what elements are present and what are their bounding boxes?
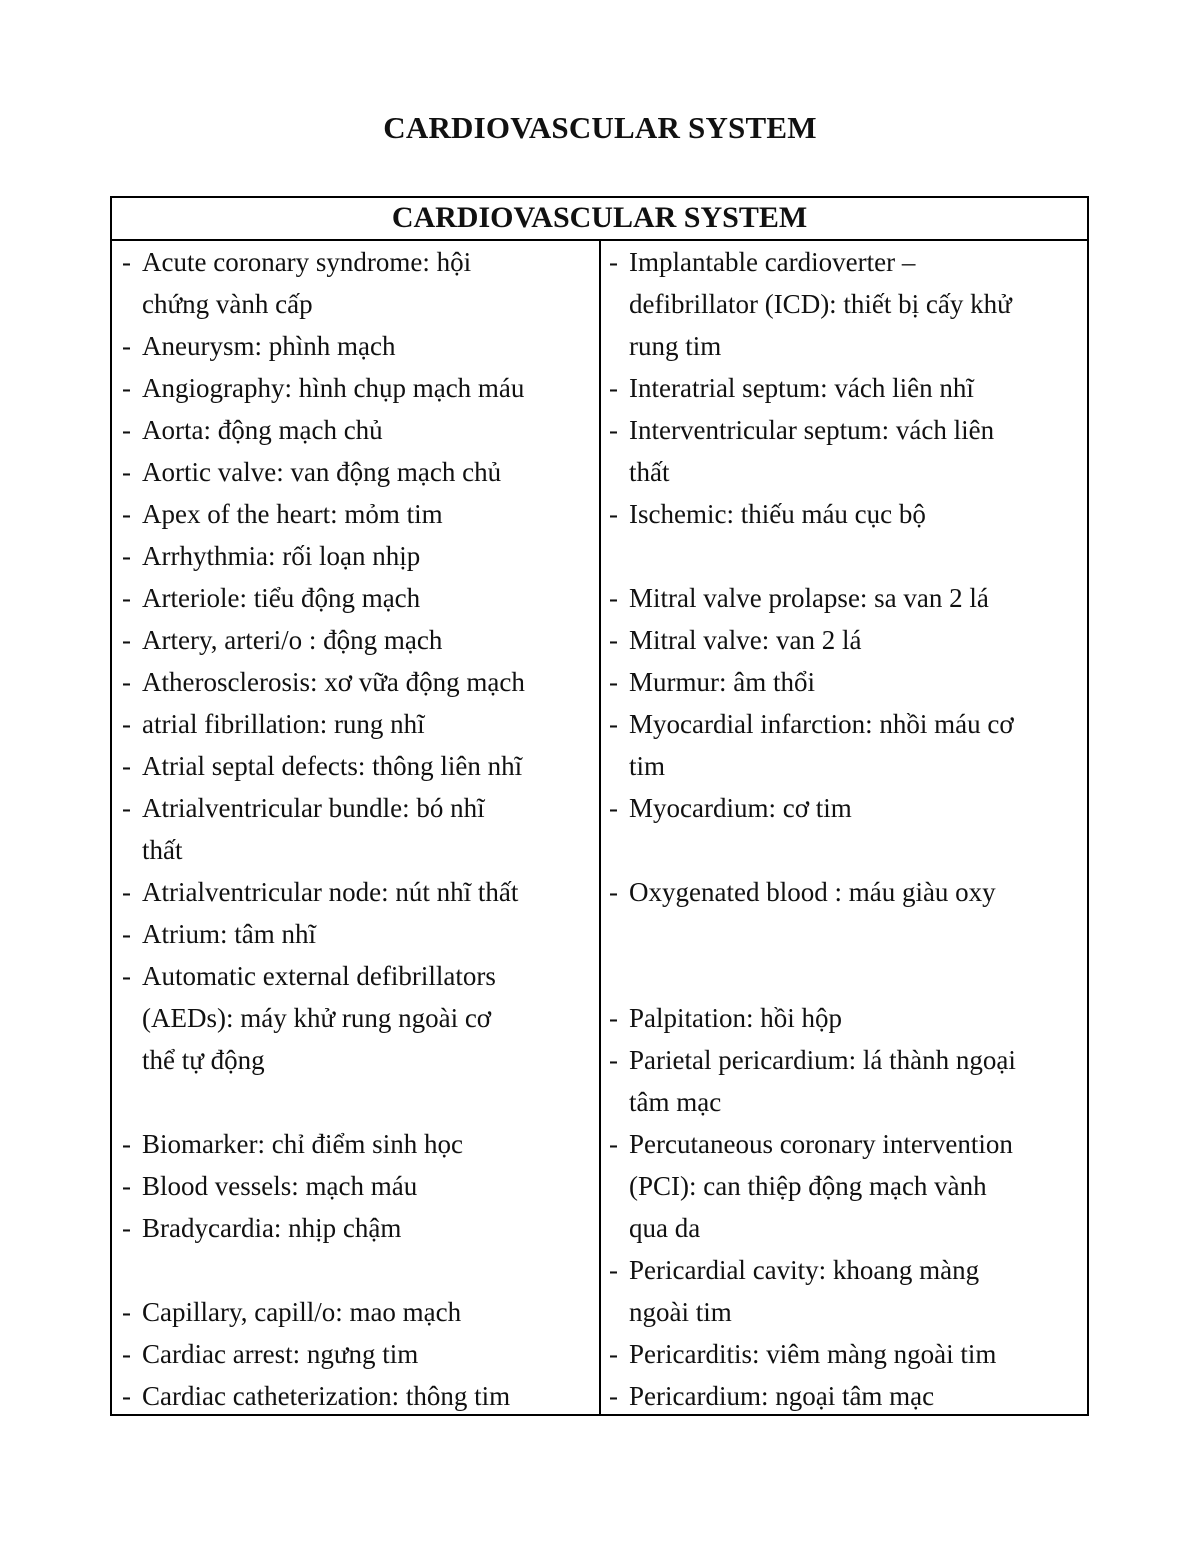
- glossary-table: [110, 196, 1089, 1416]
- blank-spacer: [609, 829, 1089, 871]
- bullet-dash: -: [609, 709, 618, 739]
- bullet-dash: -: [122, 1171, 131, 1201]
- entry-line: Pericarditis: viêm màng ngoài tim: [629, 1339, 997, 1369]
- bullet-dash: -: [609, 1045, 618, 1075]
- entry-text: [629, 409, 1089, 493]
- entry-text: [142, 913, 599, 955]
- entry-line: Percutaneous coronary intervention: [629, 1129, 1013, 1159]
- glossary-entry: [122, 241, 599, 325]
- bullet-dash: -: [122, 541, 131, 571]
- glossary-entry: [609, 619, 1089, 661]
- entry-line: Blood vessels: mạch máu: [142, 1171, 418, 1201]
- entry-text: [142, 871, 599, 913]
- entry-text: [142, 409, 599, 451]
- entry-line: Apex of the heart: mỏm tim: [142, 499, 443, 529]
- bullet-dash: -: [609, 1339, 618, 1369]
- entry-text: [142, 1333, 599, 1375]
- entry-line: thất: [142, 835, 183, 865]
- bullet-dash: -: [122, 919, 131, 949]
- bullet-dash: -: [122, 457, 131, 487]
- glossary-entry: [609, 1375, 1089, 1417]
- entry-text: [629, 577, 1089, 619]
- entry-line: tâm mạc: [629, 1087, 722, 1117]
- entry-line: Atrium: tâm nhĩ: [142, 919, 316, 949]
- entry-line: atrial fibrillation: rung nhĩ: [142, 709, 425, 739]
- entry-text: [629, 661, 1089, 703]
- entry-text: [629, 1039, 1089, 1123]
- entry-text: [629, 1375, 1089, 1417]
- entry-line: Biomarker: chỉ điểm sinh học: [142, 1129, 463, 1159]
- entry-line: Bradycardia: nhịp chậm: [142, 1213, 402, 1243]
- blank-spacer: [122, 1081, 599, 1123]
- entry-line: Myocardial infarction: nhồi máu cơ: [629, 709, 1014, 739]
- entry-line: Aorta: động mạch chủ: [142, 415, 383, 445]
- entry-line: Arrhythmia: rối loạn nhịp: [142, 541, 421, 571]
- glossary-entry: [122, 745, 599, 787]
- bullet-dash: -: [609, 1255, 618, 1285]
- entry-text: [142, 955, 599, 1081]
- entry-text: [142, 619, 599, 661]
- bullet-dash: -: [609, 793, 618, 823]
- entry-line: Palpitation: hồi hộp: [629, 1003, 842, 1033]
- table-header: CARDIOVASCULAR SYSTEM: [112, 198, 1087, 241]
- glossary-entry: [609, 787, 1089, 829]
- entry-line: (PCI): can thiệp động mạch vành: [629, 1171, 987, 1201]
- entry-text: [629, 619, 1089, 661]
- glossary-entry: [122, 955, 599, 1081]
- entry-line: Atrial septal defects: thông liên nhĩ: [142, 751, 523, 781]
- blank-spacer: [122, 1249, 599, 1291]
- glossary-entry: [122, 871, 599, 913]
- glossary-entry: [609, 241, 1089, 367]
- left-column: [112, 241, 599, 1417]
- bullet-dash: -: [122, 499, 131, 529]
- glossary-entry: [122, 409, 599, 451]
- glossary-entry: [609, 409, 1089, 493]
- entry-line: Mitral valve prolapse: sa van 2 lá: [629, 583, 989, 613]
- bullet-dash: -: [609, 499, 618, 529]
- entry-line: rung tim: [629, 331, 722, 361]
- bullet-dash: -: [609, 1381, 618, 1411]
- entry-text: [142, 1375, 599, 1417]
- glossary-entry: [122, 703, 599, 745]
- entry-line: Acute coronary syndrome: hội: [142, 247, 472, 277]
- entry-line: thất: [629, 457, 670, 487]
- entry-text: [142, 367, 599, 409]
- entry-text: [629, 367, 1089, 409]
- bullet-dash: -: [122, 793, 131, 823]
- entry-line: Arteriole: tiểu động mạch: [142, 583, 421, 613]
- bullet-dash: -: [122, 667, 131, 697]
- glossary-entry: [609, 997, 1089, 1039]
- bullet-dash: -: [609, 1129, 618, 1159]
- entry-line: Interatrial septum: vách liên nhĩ: [629, 373, 974, 403]
- entry-line: Atrialventricular node: nút nhĩ thất: [142, 877, 519, 907]
- entry-line: Myocardium: cơ tim: [629, 793, 852, 823]
- entry-line: Artery, arteri/o : động mạch: [142, 625, 443, 655]
- glossary-entry: [122, 619, 599, 661]
- blank-spacer: [609, 535, 1089, 577]
- entry-text: [142, 241, 599, 325]
- entry-text: [142, 451, 599, 493]
- entry-line: Atrialventricular bundle: bó nhĩ: [142, 793, 485, 823]
- entry-text: [629, 1333, 1089, 1375]
- bullet-dash: -: [609, 247, 618, 277]
- entry-text: [629, 241, 1089, 367]
- page-title: CARDIOVASCULAR SYSTEM: [383, 110, 817, 145]
- entry-line: Cardiac catheterization: thông tim: [142, 1381, 511, 1411]
- entry-line: Automatic external defibrillators: [142, 961, 496, 991]
- glossary-entry: [609, 871, 1089, 913]
- glossary-entry: [122, 1207, 599, 1249]
- glossary-entry: [122, 1123, 599, 1165]
- bullet-dash: -: [609, 373, 618, 403]
- entry-line: (AEDs): máy khử rung ngoài cơ: [142, 1003, 492, 1033]
- bullet-dash: -: [609, 415, 618, 445]
- bullet-dash: -: [609, 583, 618, 613]
- entry-line: defibrillator (ICD): thiết bị cấy khử: [629, 289, 1012, 319]
- entry-line: Implantable cardioverter –: [629, 247, 916, 277]
- glossary-entry: [122, 1165, 599, 1207]
- entry-line: Interventricular septum: vách liên: [629, 415, 995, 445]
- entry-text: [142, 1207, 599, 1249]
- bullet-dash: -: [609, 877, 618, 907]
- entry-line: Aneurysm: phình mạch: [142, 331, 396, 361]
- glossary-entry: [609, 1039, 1089, 1123]
- bullet-dash: -: [122, 247, 131, 277]
- bullet-dash: -: [122, 331, 131, 361]
- entry-text: [629, 871, 1089, 913]
- entry-text: [142, 493, 599, 535]
- entry-line: thể tự động: [142, 1045, 265, 1075]
- entry-text: [142, 325, 599, 367]
- glossary-entry: [122, 535, 599, 577]
- entry-text: [142, 745, 599, 787]
- bullet-dash: -: [122, 1339, 131, 1369]
- glossary-entry: [122, 577, 599, 619]
- entry-line: Parietal pericardium: lá thành ngoại: [629, 1045, 1016, 1075]
- glossary-entry: [609, 661, 1089, 703]
- glossary-entry: [122, 661, 599, 703]
- bullet-dash: -: [122, 373, 131, 403]
- entry-text: [142, 661, 599, 703]
- entry-line: Angiography: hình chụp mạch máu: [142, 373, 525, 403]
- entry-text: [629, 703, 1089, 787]
- bullet-dash: -: [122, 1129, 131, 1159]
- bullet-dash: -: [122, 583, 131, 613]
- glossary-entry: [609, 367, 1089, 409]
- entry-line: Atherosclerosis: xơ vữa động mạch: [142, 667, 525, 697]
- entry-line: Oxygenated blood : máu giàu oxy: [629, 877, 996, 907]
- glossary-entry: [609, 493, 1089, 535]
- glossary-entry: [122, 367, 599, 409]
- bullet-dash: -: [122, 709, 131, 739]
- glossary-entry: [609, 577, 1089, 619]
- entry-text: [629, 493, 1089, 535]
- glossary-entry: [122, 787, 599, 871]
- glossary-entry: [122, 913, 599, 955]
- entry-line: Murmur: âm thổi: [629, 667, 815, 697]
- entry-text: [142, 1291, 599, 1333]
- blank-spacer: [609, 913, 1089, 955]
- glossary-entry: [122, 493, 599, 535]
- entry-text: [629, 1123, 1089, 1249]
- entry-line: qua da: [629, 1213, 701, 1243]
- entry-text: [629, 1249, 1089, 1333]
- glossary-entry: [122, 451, 599, 493]
- entry-line: ngoài tim: [629, 1297, 732, 1327]
- bullet-dash: -: [122, 751, 131, 781]
- entry-line: Pericardial cavity: khoang màng: [629, 1255, 980, 1285]
- entry-text: [142, 1165, 599, 1207]
- entry-text: [142, 703, 599, 745]
- entry-text: [142, 787, 599, 871]
- bullet-dash: -: [122, 1213, 131, 1243]
- bullet-dash: -: [609, 625, 618, 655]
- bullet-dash: -: [609, 1003, 618, 1033]
- entry-line: Capillary, capill/o: mao mạch: [142, 1297, 462, 1327]
- bullet-dash: -: [122, 877, 131, 907]
- bullet-dash: -: [122, 1381, 131, 1411]
- glossary-entry: [609, 1123, 1089, 1249]
- entry-line: Mitral valve: van 2 lá: [629, 625, 862, 655]
- entry-text: [142, 1123, 599, 1165]
- entry-line: Pericardium: ngoại tâm mạc: [629, 1381, 935, 1411]
- entry-line: Ischemic: thiếu máu cục bộ: [629, 499, 926, 529]
- entry-line: Cardiac arrest: ngưng tim: [142, 1339, 419, 1369]
- bullet-dash: -: [609, 667, 618, 697]
- entry-text: [629, 997, 1089, 1039]
- entry-text: [629, 787, 1089, 829]
- glossary-entry: [122, 325, 599, 367]
- glossary-entry: [609, 1333, 1089, 1375]
- right-column: [601, 241, 1089, 1417]
- entry-text: [142, 535, 599, 577]
- bullet-dash: -: [122, 1297, 131, 1327]
- blank-spacer: [609, 955, 1089, 997]
- glossary-entry: [122, 1333, 599, 1375]
- glossary-entry: [122, 1375, 599, 1417]
- bullet-dash: -: [122, 415, 131, 445]
- entry-text: [142, 577, 599, 619]
- glossary-entry: [609, 703, 1089, 787]
- entry-line: Aortic valve: van động mạch chủ: [142, 457, 502, 487]
- entry-line: tim: [629, 751, 666, 781]
- glossary-entry: [609, 1249, 1089, 1333]
- glossary-entry: [122, 1291, 599, 1333]
- entry-line: chứng vành cấp: [142, 289, 313, 319]
- bullet-dash: -: [122, 961, 131, 991]
- bullet-dash: -: [122, 625, 131, 655]
